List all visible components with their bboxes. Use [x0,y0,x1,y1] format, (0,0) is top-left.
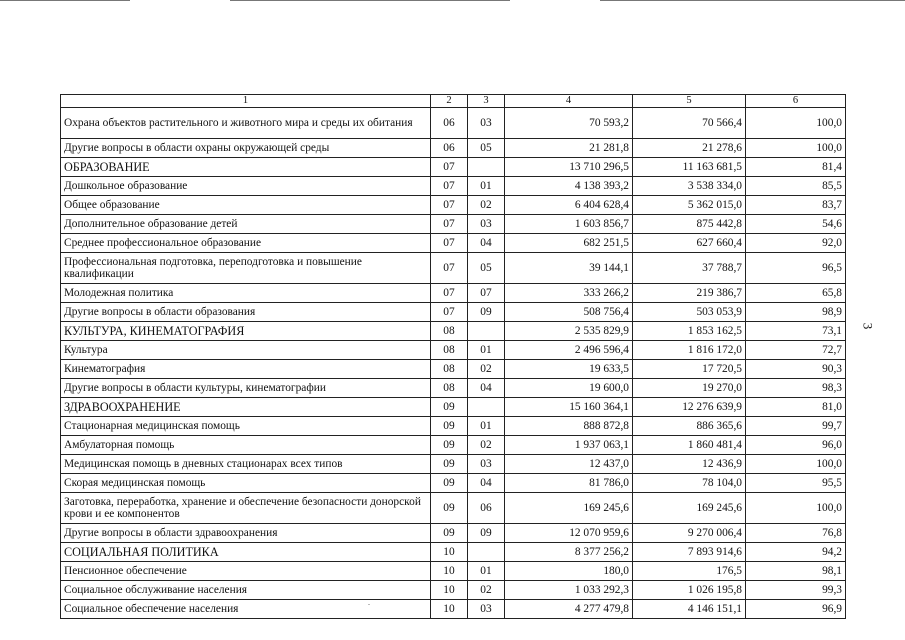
row-name-cell: Культура [61,341,431,360]
table-row [61,474,846,493]
row-name-cell: Дошкольное образование [61,177,431,196]
planned-amount-cell: 333 266,2 [505,284,633,303]
planned-amount-cell: 15 160 364,1 [505,398,633,417]
table-row [61,581,846,600]
row-name-cell: Другие вопросы в области здравоохранения [61,524,431,543]
row-name-cell: Социальное обеспечение населения [61,600,431,619]
row-name-cell: Профессиональная подготовка, переподготовка и повышение квалификации [61,253,431,284]
section-code-cell: 08 [431,379,468,398]
planned-amount-cell: 12 437,0 [505,455,633,474]
table-section-row [61,158,846,177]
execution-percent-cell: 96,0 [746,436,846,455]
actual-amount-cell: 12 276 639,9 [633,398,746,417]
table-section-row [61,398,846,417]
scan-top-edge-line [600,0,905,1]
planned-amount-cell: 21 281,8 [505,139,633,158]
table-row [61,455,846,474]
subsection-code-cell [468,322,505,341]
section-code-cell: 06 [431,108,468,139]
execution-percent-cell: 100,0 [746,139,846,158]
subsection-code-cell: 03 [468,108,505,139]
section-code-cell: 10 [431,543,468,562]
execution-percent-cell: 73,1 [746,322,846,341]
table-row [61,177,846,196]
table-row [61,417,846,436]
actual-amount-cell: 9 270 006,4 [633,524,746,543]
column-header: 6 [746,95,846,108]
table-row [61,108,846,139]
execution-percent-cell: 81,0 [746,398,846,417]
section-code-cell: 07 [431,253,468,284]
table-row [61,562,846,581]
execution-percent-cell: 96,9 [746,600,846,619]
planned-amount-cell: 4 138 393,2 [505,177,633,196]
scan-top-edge-line [0,0,130,1]
section-code-cell: 10 [431,581,468,600]
section-code-cell: 07 [431,234,468,253]
planned-amount-cell: 508 756,4 [505,303,633,322]
actual-amount-cell: 169 245,6 [633,493,746,524]
planned-amount-cell: 19 633,5 [505,360,633,379]
column-header: 4 [505,95,633,108]
row-name-cell: Скорая медицинская помощь [61,474,431,493]
page-number: 3 [860,322,876,330]
budget-expenditure-table [60,94,846,619]
subsection-code-cell: 09 [468,303,505,322]
subsection-code-cell: 04 [468,379,505,398]
row-name-cell: Охрана объектов растительного и животного мира и среды их обитания [61,108,431,139]
actual-amount-cell: 5 362 015,0 [633,196,746,215]
subsection-code-cell: 03 [468,455,505,474]
planned-amount-cell: 19 600,0 [505,379,633,398]
section-code-cell: 08 [431,322,468,341]
subsection-code-cell: 06 [468,493,505,524]
actual-amount-cell: 1 860 481,4 [633,436,746,455]
subsection-code-cell: 01 [468,177,505,196]
subsection-code-cell: 02 [468,436,505,455]
section-code-cell: 07 [431,303,468,322]
table-row [61,303,846,322]
actual-amount-cell: 3 538 334,0 [633,177,746,196]
subsection-code-cell: 02 [468,360,505,379]
row-name-cell: Медицинская помощь в дневных стационарах всех типов [61,455,431,474]
planned-amount-cell: 13 710 296,5 [505,158,633,177]
actual-amount-cell: 4 146 151,1 [633,600,746,619]
section-code-cell: 07 [431,215,468,234]
table-row [61,196,846,215]
table-row [61,436,846,455]
table-row [61,139,846,158]
table-section-row [61,543,846,562]
execution-percent-cell: 65,8 [746,284,846,303]
table-row [61,284,846,303]
section-code-cell: 09 [431,455,468,474]
actual-amount-cell: 176,5 [633,562,746,581]
row-name-cell: Стационарная медицинская помощь [61,417,431,436]
subsection-code-cell: 05 [468,253,505,284]
actual-amount-cell: 886 365,6 [633,417,746,436]
section-code-cell: 07 [431,158,468,177]
planned-amount-cell: 169 245,6 [505,493,633,524]
actual-amount-cell: 1 853 162,5 [633,322,746,341]
actual-amount-cell: 503 053,9 [633,303,746,322]
execution-percent-cell: 94,2 [746,543,846,562]
row-name-cell: Общее образование [61,196,431,215]
subsection-code-cell: 04 [468,234,505,253]
column-header: 3 [468,95,505,108]
execution-percent-cell: 96,5 [746,253,846,284]
table-row [61,493,846,524]
planned-amount-cell: 2 535 829,9 [505,322,633,341]
subsection-code-cell: 03 [468,215,505,234]
subsection-code-cell [468,158,505,177]
execution-percent-cell: 98,1 [746,562,846,581]
subsection-code-cell: 09 [468,524,505,543]
row-name-cell: ЗДРАВООХРАНЕНИЕ [61,398,431,417]
section-code-cell: 09 [431,524,468,543]
subsection-code-cell [468,543,505,562]
subsection-code-cell: 03 [468,600,505,619]
execution-percent-cell: 90,3 [746,360,846,379]
row-name-cell: Другие вопросы в области культуры, кинематографии [61,379,431,398]
row-name-cell: Другие вопросы в области охраны окружающей среды [61,139,431,158]
table-row [61,341,846,360]
planned-amount-cell: 180,0 [505,562,633,581]
section-code-cell: 10 [431,562,468,581]
actual-amount-cell: 1 816 172,0 [633,341,746,360]
table-row [61,360,846,379]
execution-percent-cell: 92,0 [746,234,846,253]
row-name-cell: Пенсионное обеспечение [61,562,431,581]
section-code-cell: 06 [431,139,468,158]
section-code-cell: 07 [431,196,468,215]
execution-percent-cell: 100,0 [746,493,846,524]
actual-amount-cell: 78 104,0 [633,474,746,493]
planned-amount-cell: 12 070 959,6 [505,524,633,543]
table-row [61,600,846,619]
planned-amount-cell: 682 251,5 [505,234,633,253]
actual-amount-cell: 17 720,5 [633,360,746,379]
row-name-cell: Социальное обслуживание населения [61,581,431,600]
column-header: 1 [61,95,431,108]
section-code-cell: 10 [431,600,468,619]
table-row [61,524,846,543]
section-code-cell: 09 [431,398,468,417]
section-code-cell: 07 [431,177,468,196]
actual-amount-cell: 7 893 914,6 [633,543,746,562]
planned-amount-cell: 39 144,1 [505,253,633,284]
actual-amount-cell: 1 026 195,8 [633,581,746,600]
planned-amount-cell: 2 496 596,4 [505,341,633,360]
table-body [61,108,846,619]
subsection-code-cell: 07 [468,284,505,303]
column-header: 5 [633,95,746,108]
planned-amount-cell: 1 603 856,7 [505,215,633,234]
actual-amount-cell: 11 163 681,5 [633,158,746,177]
subsection-code-cell: 02 [468,196,505,215]
execution-percent-cell: 99,7 [746,417,846,436]
section-code-cell: 09 [431,493,468,524]
row-name-cell: Другие вопросы в области образования [61,303,431,322]
section-code-cell: 09 [431,474,468,493]
actual-amount-cell: 21 278,6 [633,139,746,158]
planned-amount-cell: 6 404 628,4 [505,196,633,215]
table-row [61,379,846,398]
section-code-cell: 08 [431,360,468,379]
section-code-cell: 09 [431,417,468,436]
execution-percent-cell: 99,3 [746,581,846,600]
table-row [61,253,846,284]
actual-amount-cell: 19 270,0 [633,379,746,398]
planned-amount-cell: 81 786,0 [505,474,633,493]
planned-amount-cell: 1 937 063,1 [505,436,633,455]
row-name-cell: СОЦИАЛЬНАЯ ПОЛИТИКА [61,543,431,562]
subsection-code-cell: 01 [468,417,505,436]
row-name-cell: Среднее профессиональное образование [61,234,431,253]
execution-percent-cell: 83,7 [746,196,846,215]
planned-amount-cell: 70 593,2 [505,108,633,139]
row-name-cell: КУЛЬТУРА, КИНЕМАТОГРАФИЯ [61,322,431,341]
execution-percent-cell: 100,0 [746,108,846,139]
execution-percent-cell: 81,4 [746,158,846,177]
actual-amount-cell: 70 566,4 [633,108,746,139]
execution-percent-cell: 95,5 [746,474,846,493]
table-header-row [61,95,846,108]
actual-amount-cell: 875 442,8 [633,215,746,234]
subsection-code-cell: 04 [468,474,505,493]
subsection-code-cell: 01 [468,562,505,581]
row-name-cell: Дополнительное образование детей [61,215,431,234]
execution-percent-cell: 85,5 [746,177,846,196]
planned-amount-cell: 4 277 479,8 [505,600,633,619]
execution-percent-cell: 72,7 [746,341,846,360]
planned-amount-cell: 1 033 292,3 [505,581,633,600]
row-name-cell: ОБРАЗОВАНИЕ [61,158,431,177]
row-name-cell: Молодежная политика [61,284,431,303]
row-name-cell: Кинематография [61,360,431,379]
execution-percent-cell: 98,3 [746,379,846,398]
subsection-code-cell: 05 [468,139,505,158]
row-name-cell: Заготовка, переработка, хранение и обеспечение безопасности донорской крови и ее компонентов [61,493,431,524]
row-name-cell: Амбулаторная помощь [61,436,431,455]
execution-percent-cell: 76,8 [746,524,846,543]
subsection-code-cell: 02 [468,581,505,600]
actual-amount-cell: 37 788,7 [633,253,746,284]
section-code-cell: 09 [431,436,468,455]
actual-amount-cell: 12 436,9 [633,455,746,474]
section-code-cell: 08 [431,341,468,360]
table-row [61,234,846,253]
planned-amount-cell: 8 377 256,2 [505,543,633,562]
column-header: 2 [431,95,468,108]
planned-amount-cell: 888 872,8 [505,417,633,436]
actual-amount-cell: 219 386,7 [633,284,746,303]
subsection-code-cell [468,398,505,417]
subsection-code-cell: 01 [468,341,505,360]
execution-percent-cell: 100,0 [746,455,846,474]
execution-percent-cell: 54,6 [746,215,846,234]
execution-percent-cell: 98,9 [746,303,846,322]
actual-amount-cell: 627 660,4 [633,234,746,253]
scan-top-edge-line [230,0,510,1]
table-section-row [61,322,846,341]
table-row [61,215,846,234]
section-code-cell: 07 [431,284,468,303]
